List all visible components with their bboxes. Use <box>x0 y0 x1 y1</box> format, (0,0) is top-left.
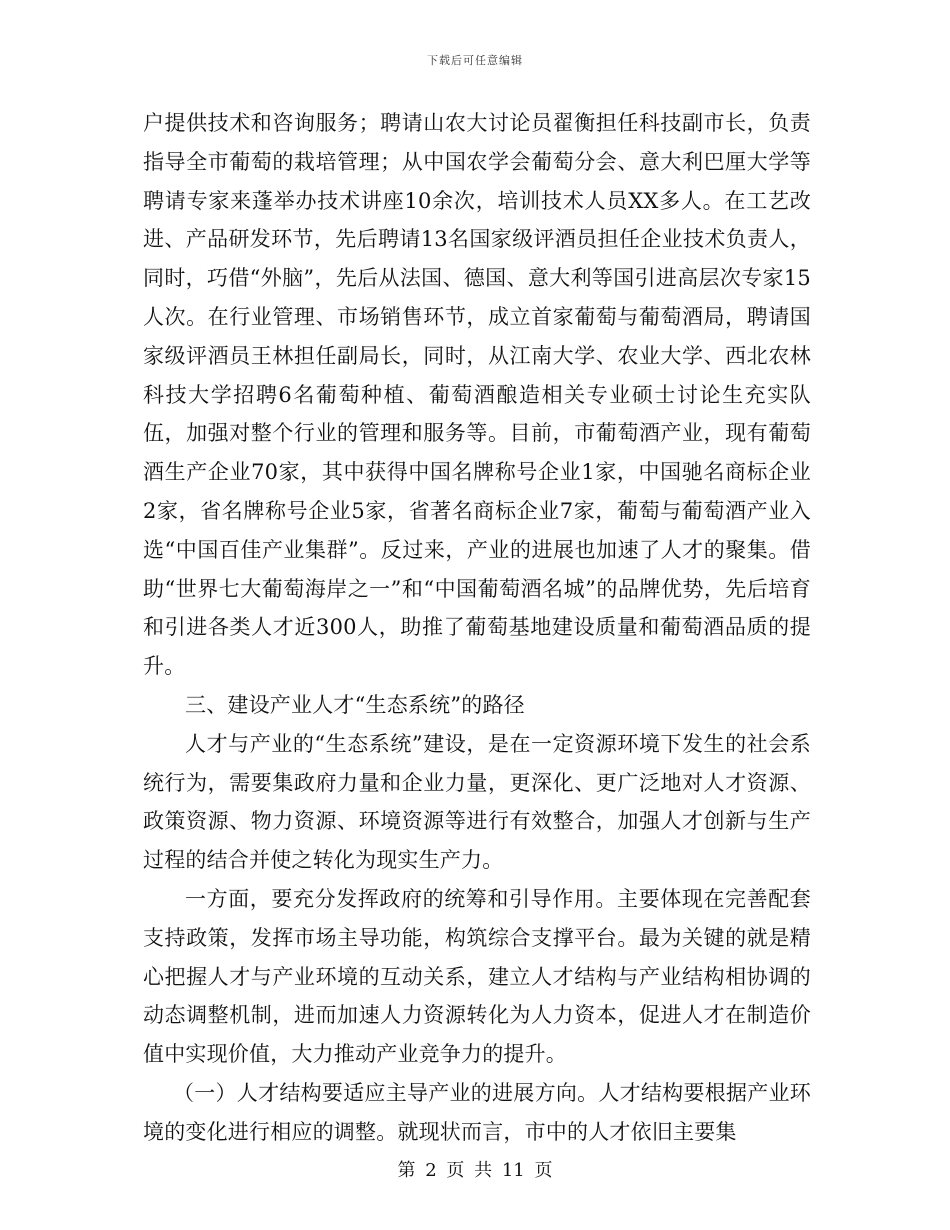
document-body <box>143 104 811 1152</box>
page-number: 第 2 页 共 11 页 <box>397 1160 553 1181</box>
section-heading: 三、建设产业人才“生态系统”的路径 <box>185 692 525 717</box>
paragraph-ecosystem: 人才与产业的“生态系统”建设，是在一定资源环境下发生的社会系统行为，需要集政府力量和企业力量，更深化、更广泛地对人才资源、政策资源、物力资源、环境资源等进行有效整合，加强人才创新与生产过程的结合并使之转化为现实生产力。 <box>143 731 811 873</box>
paragraph-government-role: 一方面，要充分发挥政府的统筹和引导作用。主要体现在完善配套支持政策，发挥市场主导功能，构筑综合支撑平台。最为关键的就是精心把握人才与产业环境的互动关系，建立人才结构与产业结构相协调的动态调整机制，进而加速人力资源转化为人力资本，促进人才在制造价值中实现价值，大力推动产业竞争力的提升。 <box>143 886 811 1067</box>
paragraph-continuation: 户提供技术和咨询服务；聘请山农大讨论员翟衡担任科技副市长，负责指导全市葡萄的栽培管理；从中国农学会葡萄分会、意大利巴厘大学等聘请专家来蓬举办技术讲座10余次，培训技术人员XX多人。在工艺改进、产品研发环节，先后聘请13名国家级评酒员担任企业技术负责人，同时，巧借“外脑”，先后从法国、德国、意大利等国引进高层次专家15人次。在行业管理、市场销售环节，成立首家葡萄与葡萄酒局，聘请国家级评酒员王林担任副局长，同时，从江南大学、农业大学、西北农林科技大学招聘6名葡萄种植、葡萄酒酿造相关专业硕士讨论生充实队伍，加强对整个行业的管理和服务等。目前，市葡萄酒产业，现有葡萄酒生产企业70家，其中获得中国名牌称号企业1家，中国驰名商标企业2家，省名牌称号企业5家，省著名商标企业7家，葡萄与葡萄酒产业入选“中国百佳产业集群”。反过来，产业的进展也加速了人才的聚集。借助“世界七大葡萄海岸之一”和“中国葡萄酒名城”的品牌优势，先后培育和引进各类人才近300人，助推了葡萄基地建设质量和葡萄酒品质的提升。 <box>143 111 811 679</box>
page-header-note: 下载后可任意编辑 <box>427 54 523 67</box>
paragraph-subsection-one: （一）人才结构要适应主导产业的进展方向。人才结构要根据产业环境的变化进行相应的调整。就现状而言，市中的人才依旧主要集 <box>143 1080 811 1144</box>
